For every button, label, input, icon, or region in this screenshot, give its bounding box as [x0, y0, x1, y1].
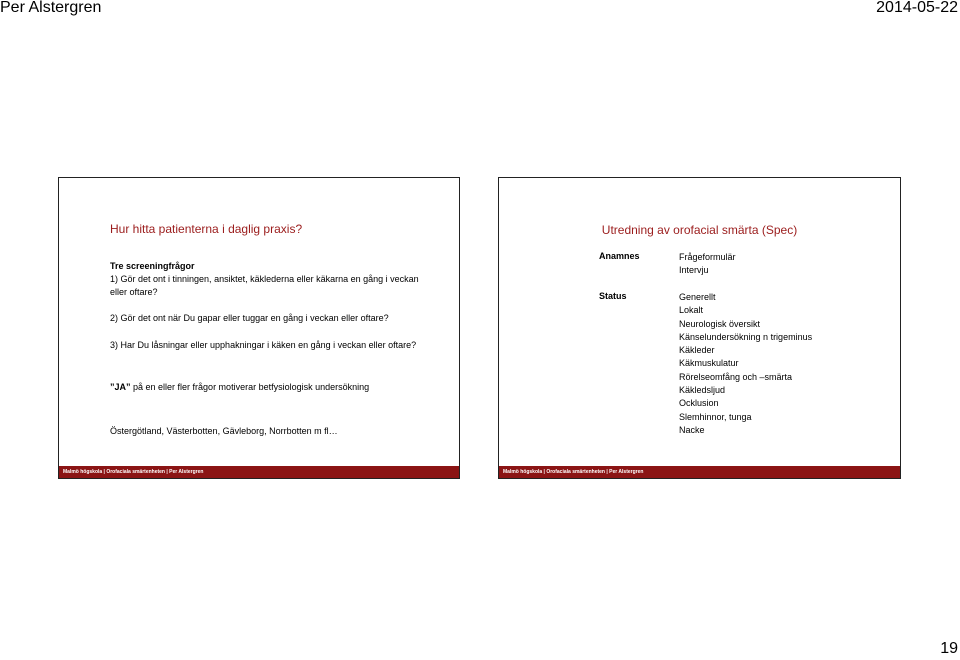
status-item: Neurologisk översikt — [679, 318, 761, 329]
page-number: 19 — [940, 640, 958, 657]
slide1-question-3: 3) Har Du låsningar eller upphakningar i käken en gång i veckan eller oftare? — [110, 340, 417, 350]
slide2-footer: Malmö högskola | Orofaciala smärtenheten | Per Alstergren — [499, 466, 900, 478]
status-label: Status — [599, 291, 627, 301]
status-item: Käkleder — [679, 345, 715, 356]
slide1-subheading: Tre screeningfrågor — [110, 261, 195, 271]
status-item: Generellt — [679, 292, 716, 302]
slide1-ja-statement — [110, 381, 420, 394]
status-item: Känselundersökning n trigeminus — [679, 331, 813, 342]
slide1-question-2: 2) Gör det ont när Du gapar eller tuggar en gång i veckan eller oftare? — [110, 313, 389, 323]
header-date: 2014-05-22 — [876, 0, 958, 16]
slide1-footer: Malmö högskola | Orofaciala smärtenheten | Per Alstergren — [59, 466, 459, 478]
slide-thumbnail-2 — [498, 177, 901, 479]
header-author: Per Alstergren — [0, 0, 102, 16]
slide-thumbnail-1 — [58, 177, 460, 479]
anamnes-item: Frågeformulär — [679, 252, 736, 262]
status-item: Rörelseomfång och –smärta — [679, 371, 793, 382]
status-item: Nacke — [679, 424, 705, 435]
status-item: Slemhinnor, tunga — [679, 411, 752, 422]
slide2-title: Utredning av orofacial smärta (Spec) — [601, 223, 798, 237]
anamnes-list — [679, 251, 736, 278]
slide1-question-1: 1) Gör det ont i tinningen, ansiktet, käklederna eller käkarna en gång i veckan eller oftare? — [110, 274, 419, 297]
status-item: Käkledsljud — [679, 385, 726, 396]
ja-rest: på en eller fler frågor motiverar betfysiologisk undersökning — [130, 382, 370, 392]
status-item: Ocklusion — [679, 398, 719, 409]
status-item: Käkmuskulatur — [679, 358, 739, 369]
status-item: Lokalt — [679, 305, 704, 316]
anamnes-label: Anamnes — [599, 251, 640, 261]
status-list — [679, 291, 812, 437]
slide1-regions: Östergötland, Västerbotten, Gävleborg, Norrbotten m fl… — [110, 426, 338, 436]
ja-quote: ”JA” — [110, 382, 131, 392]
slide1-title: Hur hitta patienterna i daglig praxis? — [110, 222, 303, 236]
anamnes-item: Intervju — [679, 265, 709, 276]
